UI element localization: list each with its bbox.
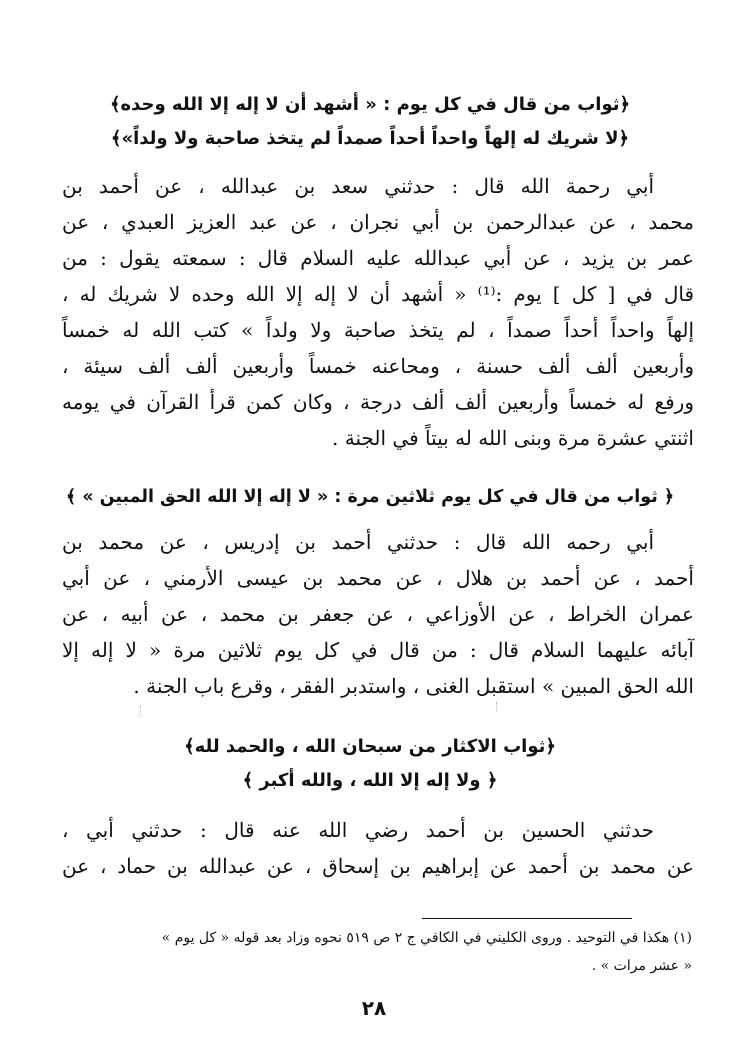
scan-speck	[140, 706, 147, 716]
text-line: اثنتي عشرة مرة وبنى الله له بيتاً في الجنة .	[332, 426, 694, 450]
footnote	[62, 924, 692, 980]
text-line: عمر بن يزيد ، عن أبي عبدالله عليه السلام قال : سمعته يقول : من	[62, 246, 694, 270]
section-2-paragraph	[62, 524, 694, 704]
page-number: ٢٨	[361, 996, 387, 1020]
footnote-line: « عشر مرات » .	[591, 958, 692, 974]
text-line: ورفع له خمساً وأربعين ألف ألف درجة ، وكان كمن قرأ القرآن في يومه	[62, 390, 694, 414]
text-line: الله الحق المبين » استقبل الغنى ، واستدبر الفقر ، وقرع باب الجنة .	[133, 674, 694, 698]
text-line: عن محمد بن أحمد عن إبراهيم بن إسحاق ، عن عبدالله بن حماد ، عن	[62, 854, 694, 878]
heading-line: ﴿ ولا إله إلا الله ، والله أكبر ﴾	[242, 770, 498, 791]
text-line: وأربعين ألف ألف حسنة ، ومحاعنه خمساً وأربعين ألف ألف سيئة ،	[62, 354, 694, 378]
footnote-line: (١) هكذا في التوحيد . وروى الكليني في الكافي ج ٢ ص ٥١٩ نحوه وزاد بعد قوله « كل يوم »	[161, 930, 692, 946]
text-line: قال في [ كل ] يوم :⁽¹⁾ « أشهد أن لا إله إلا الله وحده لا شريك له ،	[62, 282, 695, 306]
section-2-heading	[60, 480, 680, 514]
text-line: محمد ، عن عبدالرحمن بن أبي نجران ، عن عبد العزيز العبدي ، عن	[62, 210, 694, 234]
section-1-heading	[60, 88, 680, 156]
heading-line: ﴿ثواب من قال في كل يوم : « أشهد أن لا إله إلا الله وحده﴾	[109, 94, 631, 115]
heading-line: ﴿ثواب الاكثار من سبحان الله ، والحمد لله﴾	[184, 736, 556, 757]
heading-line: ﴿لا شريك له إلهاً واحداً أحداً صمداً لم يتخذ صاحبة ولا ولداً»﴾	[110, 128, 630, 149]
section-1-paragraph	[62, 168, 694, 456]
text-line: حدثني الحسين بن أحمد رضي الله عنه قال : حدثني أبي ،	[62, 818, 654, 842]
text-line: إلهاً واحداً أحداً صمداً ، لم يتخذ صاحبة ولا ولداً » كتب الله له خمساً	[62, 318, 694, 342]
text-line: آبائه عليهما السلام قال : من قال في كل يوم ثلاثين مرة « لا إله إلا	[62, 638, 694, 662]
scan-speck	[496, 702, 503, 712]
text-line: عمران الخراط ، عن الأوزاعي ، عن جعفر بن محمد ، عن أبيه ، عن	[62, 602, 694, 626]
text-line: أحمد ، عن أحمد بن هلال ، عن محمد بن عيسى الأرمني ، عن أبي	[62, 566, 694, 590]
footnote-divider	[422, 918, 632, 919]
text-line: أبي رحمه الله قال : حدثني أحمد بن إدريس ، عن محمد بن	[62, 530, 654, 554]
heading-line: ﴿ ثواب من قال في كل يوم ثلاثين مرة : « لا إله إلا الله الحق المبين » ﴾	[65, 487, 675, 507]
section-3-heading	[60, 730, 680, 798]
text-line: أبي رحمة الله قال : حدثني سعد بن عبدالله ، عن أحمد بن	[62, 174, 654, 198]
section-3-paragraph	[62, 812, 694, 884]
